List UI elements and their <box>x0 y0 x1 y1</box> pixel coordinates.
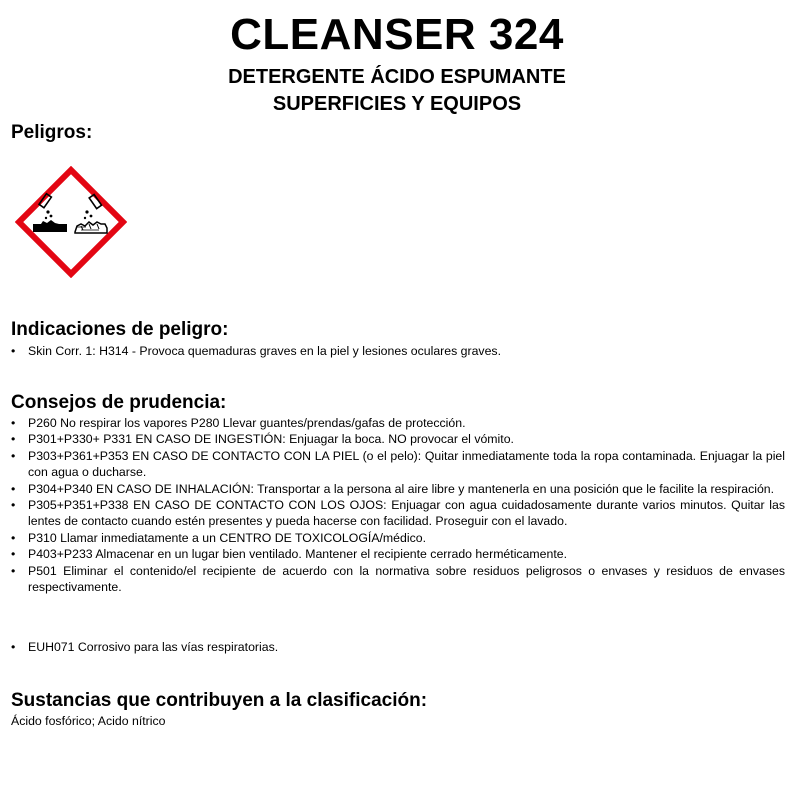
consejos-list <box>11 415 785 595</box>
peligros-heading: Peligros: <box>11 122 93 143</box>
product-subtitle-2: SUPERFICIES Y EQUIPOS <box>272 93 522 115</box>
bullet-icon: • <box>11 547 16 562</box>
bullet-icon: • <box>11 432 16 447</box>
bullet-icon: • <box>11 498 16 513</box>
list-item: • P501 Eliminar el contenido/el recipiente de acuerdo con la normativa sobre residuos peligrosos o envases y residuos de envases respectivamente. <box>11 563 785 595</box>
list-item: • P305+P351+P338 EN CASO DE CONTACTO CON LOS OJOS: Enjuagar con agua cuidadosamente durante varios minutos. Quitar las lentes de contacto cuando estén presentes y pueda hacerse con facilidad. Proseguir con el lavado. <box>11 498 785 529</box>
sustancias-text: Ácido fosfórico; Acido nítrico <box>11 714 166 728</box>
list-item: • Skin Corr. 1: H314 - Provoca quemaduras graves en la piel y lesiones oculares graves. <box>11 344 501 358</box>
consejos-heading: Consejos de prudencia: <box>11 392 227 413</box>
list-item: • P403+P233 Almacenar en un lugar bien ventilado. Mantener el recipiente cerrado herméticamente. <box>11 547 568 562</box>
list-item: • P301+P330+ P331 EN CASO DE INGESTIÓN: Enjuagar la boca. NO provocar el vómito. <box>11 432 514 447</box>
list-item: • P260 No respirar los vapores P280 Llevar guantes/prendas/gafas de protección. <box>11 416 466 430</box>
list-item: • P310 Llamar inmediatamente a un CENTRO DE TOXICOLOGÍA/médico. <box>11 530 426 545</box>
bullet-icon: • <box>11 344 16 358</box>
bullet-icon: • <box>11 481 16 496</box>
product-subtitle-1: DETERGENTE ÁCIDO ESPUMANTE <box>228 66 566 88</box>
sustancias-heading: Sustancias que contribuyen a la clasificación: <box>11 690 428 711</box>
bullet-icon: • <box>11 416 16 430</box>
bullet-icon: • <box>11 530 16 545</box>
list-item: • P304+P340 EN CASO DE INHALACIÓN: Transportar a la persona al aire libre y mantenerla en una posición que le facilite la respiración. <box>11 481 775 496</box>
list-item: • P303+P361+P353 EN CASO DE CONTACTO CON LA PIEL (o el pelo): Quitar inmediatamente toda la ropa contaminada. Enjuagar la piel con agua o ducharse. <box>11 448 785 480</box>
euh-list <box>11 639 785 655</box>
bullet-icon: • <box>11 640 16 654</box>
indicaciones-list <box>11 343 785 359</box>
ghs05-corrosion-icon <box>15 166 127 278</box>
bullet-icon: • <box>11 563 16 578</box>
bullet-icon: • <box>11 448 16 463</box>
indicaciones-heading: Indicaciones de peligro: <box>11 319 229 340</box>
list-item: • EUH071 Corrosivo para las vías respiratorias. <box>11 640 279 654</box>
product-title: CLEANSER 324 <box>230 10 564 59</box>
